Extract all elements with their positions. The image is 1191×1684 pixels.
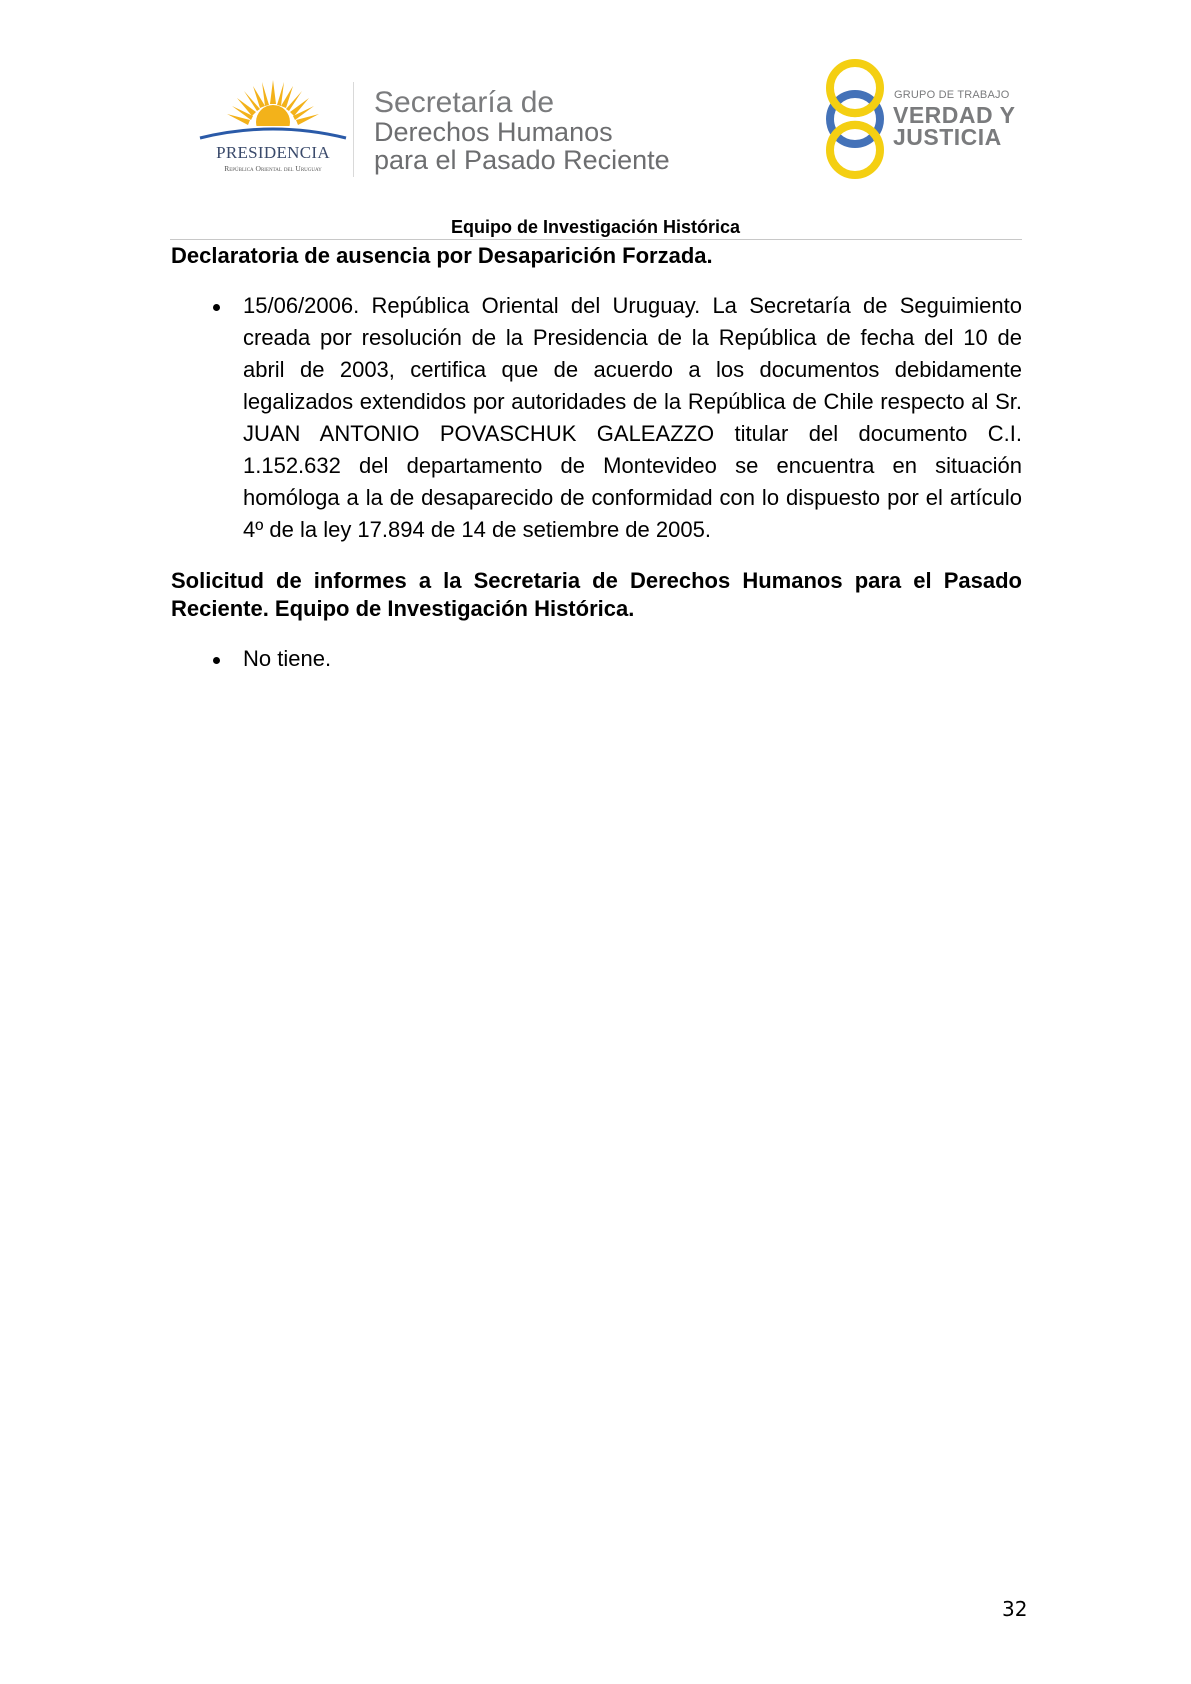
list-item-text: No tiene. <box>243 646 332 671</box>
page-number: 32 <box>1002 1597 1028 1621</box>
section-heading: Solicitud de informes a la Secretaria de Derechos Humanos para el Pasado Reciente. Equipo de Investigación Histórica. <box>171 568 1022 621</box>
logo-divider <box>353 82 354 177</box>
secretaria-line-3: para el Pasado Reciente <box>374 145 670 175</box>
bullet-icon <box>213 304 220 311</box>
gtvj-line-1: VERDAD Y <box>893 102 1016 128</box>
interlocked-rings-icon <box>822 58 892 180</box>
section-heading: Declaratoria de ausencia por Desaparición Forzada. <box>171 243 713 268</box>
gtvj-small-text: GRUPO DE TRABAJO <box>894 89 1010 101</box>
list-item <box>171 643 1022 675</box>
header-caption: Equipo de Investigación Histórica <box>450 217 741 237</box>
presidencia-name: PRESIDENCIA <box>216 143 330 162</box>
bullet-list <box>171 290 1022 546</box>
list-item-text: 15/06/2006. República Oriental del Uruguay. La Secretaría de Seguimiento creada por resolución de la Presidencia de la República de fecha del 10 de abril de 2003, certifica que de acuerdo a los documentos debidamente legalizados extendidos por autoridades de la República de Chile respecto al Sr. JUAN ANTONIO POVASCHUK GALEAZZO titular del documento C.I. 1.152.632 del departamento de Montevideo se encuentra en situación homóloga a la de desaparecido de conformidad con lo dispuesto por el artículo 4º de la ley 17.894 de 14 de setiembre de 2005. <box>243 293 1022 542</box>
page-header <box>0 0 1191 237</box>
sun-of-may-icon <box>196 78 350 148</box>
bullet-list <box>171 643 1022 675</box>
secretaria-line-2: Derechos Humanos <box>374 117 613 147</box>
document-body <box>171 242 1022 675</box>
presidencia-subtitle: República Oriental del Uruguay <box>224 164 322 173</box>
secretaria-line-1: Secretaría de <box>374 86 555 119</box>
secretaria-logo <box>374 88 670 174</box>
list-item <box>171 290 1022 546</box>
header-rule <box>170 239 1022 240</box>
gtvj-line-2: JUSTICIA <box>893 124 1002 150</box>
presidencia-logo <box>196 78 350 178</box>
bullet-icon <box>213 657 220 664</box>
verdad-justicia-logo <box>822 58 1022 180</box>
